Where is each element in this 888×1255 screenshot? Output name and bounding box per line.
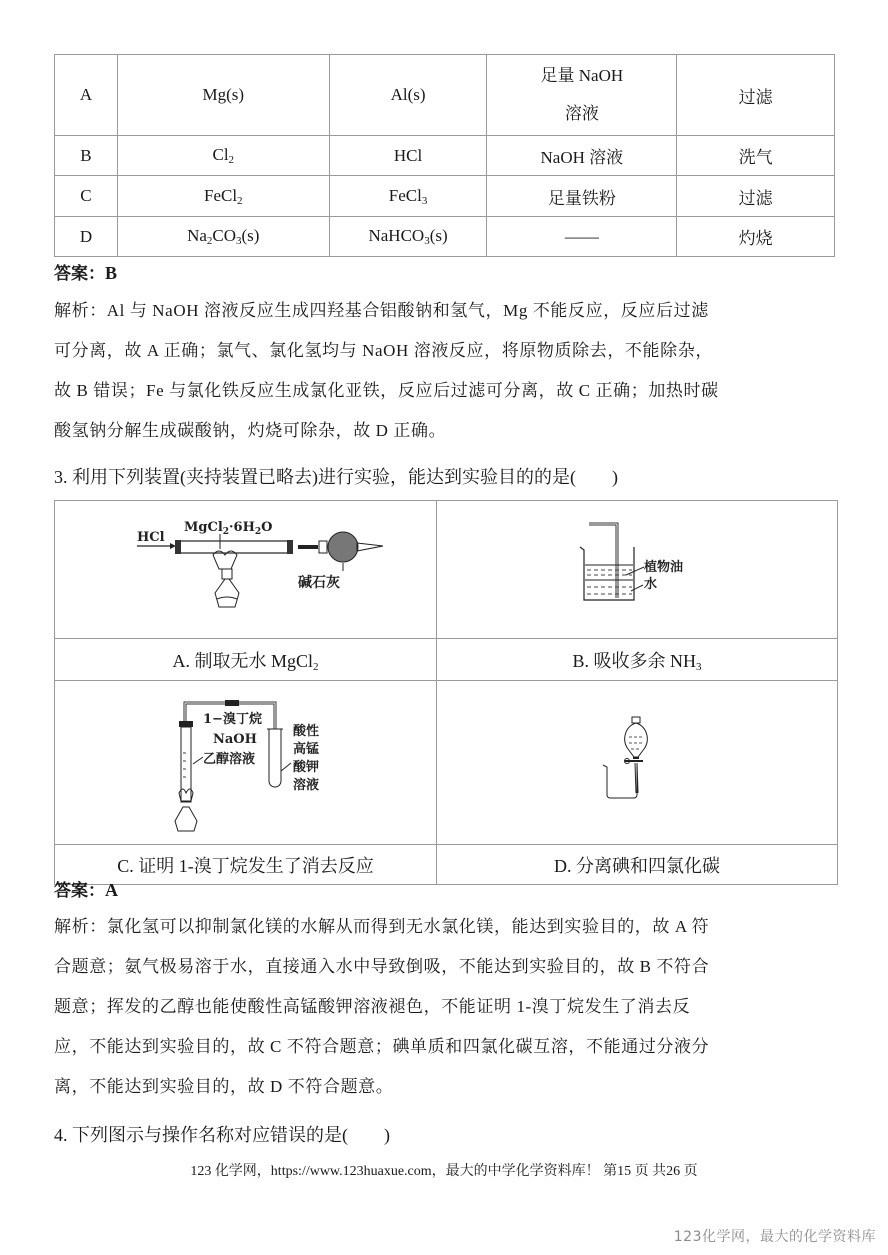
q2-answer [54, 259, 117, 284]
gas-label: HCl [137, 530, 165, 545]
caption-sub: 3 [696, 660, 702, 673]
method-cell: 灼烧 [677, 217, 835, 257]
reagent-line: 足量 NaOH [540, 66, 624, 85]
analysis-line: 酸氢钠分解生成碳酸钠，灼烧可除杂，故 D 正确。 [54, 421, 447, 440]
formula-sub: 2 [228, 154, 235, 166]
table-row [55, 176, 835, 217]
formula-base: Cl [212, 145, 229, 164]
water-label: 水 [644, 577, 658, 592]
separatory-funnel-diagram [437, 681, 837, 839]
q3-question: 3. 利用下列装置(夹持装置已略去)进行实验，能达到实验目的的是( ) [54, 467, 618, 487]
oxidant-label-2: 高锰 [293, 742, 320, 757]
substance-cell [117, 176, 329, 217]
formula-sub: 2 [206, 235, 213, 247]
elimination-diagram [55, 681, 436, 839]
watermark: 123化学网，最大的化学资料库 [673, 1229, 876, 1245]
table-row [55, 217, 835, 257]
answer-label: 答案： [54, 264, 105, 284]
analysis-line: 题意；挥发的乙醇也能使酸性高锰酸钾溶液褪色，不能证明 1-溴丁烷发生了消去反 [54, 997, 691, 1016]
caption-sub: 2 [313, 660, 319, 673]
nh3-absorption-diagram [437, 501, 837, 633]
formula-part: NaHCO [368, 226, 425, 245]
analysis-line: 故 B 错误；Fe 与氯化铁反应生成氯化亚铁，反应后过滤可分离，故 C 正确；加热时碳 [54, 381, 719, 400]
caption-d: D. 分离碘和四氯化碳 [437, 845, 838, 885]
q3-answer [54, 876, 118, 901]
analysis-line: 离，不能达到实验目的，故 D 不符合题意。 [54, 1077, 394, 1096]
caption-b [437, 639, 838, 681]
absorbent-label: 碱石灰 [298, 575, 340, 591]
caption-text: A. 制取无水 MgCl [172, 650, 313, 671]
reagent-label: $MgCl_2\cdot 6H_2O$ [184, 520, 273, 537]
oxidant-label-3: 酸钾 [293, 760, 320, 775]
reagent-table [54, 54, 835, 257]
substance-cell: Mg(s) [117, 55, 329, 136]
reagent-cell: NaOH 溶液 [487, 136, 677, 176]
answer-label: 答案： [54, 881, 105, 901]
formula-base: FeCl [388, 185, 422, 205]
oxidant-label-4: 溶液 [293, 778, 320, 793]
formula-sub: 3 [424, 235, 430, 247]
option-cell: B [55, 136, 118, 176]
analysis-line: 解析：Al 与 NaOH 溶液反应生成四羟基合铝酸钠和氢气，Mg 不能反应，反应后过滤 [54, 301, 709, 320]
impurity-cell [329, 217, 487, 257]
figure-row [55, 681, 838, 845]
page-footer: 123 化学网，https://www.123huaxue.com，最大的中学化学资料库！ 第15 页 共26 页 [190, 1164, 698, 1179]
formula-part: (s) [429, 226, 448, 245]
figure-b [437, 501, 838, 639]
method-cell: 过滤 [677, 176, 835, 217]
answer-value: A [105, 880, 118, 900]
formula-part: Na [187, 226, 207, 245]
reagent-line: 溶液 [564, 104, 599, 123]
formula-base: FeCl [203, 185, 238, 205]
option-cell: C [55, 176, 118, 217]
analysis-line: 解析：氯化氢可以抑制氯化镁的水解从而得到无水氯化镁，能达到实验目的，故 A 符 [54, 917, 710, 936]
reactant-label-3: 乙醇溶液 [203, 752, 256, 767]
formula-sub: 3 [421, 194, 428, 207]
figure-c [55, 681, 437, 845]
caption-a [55, 639, 437, 681]
formula-part: (s) [241, 226, 260, 245]
caption-text: B. 吸收多余 NH [572, 650, 696, 671]
q3-analysis [54, 907, 836, 1107]
analysis-line: 可分离，故 A 正确；氯气、氯化氢均与 NaOH 溶液反应，将原物质除去，不能除杂， [54, 341, 713, 360]
impurity-cell: HCl [329, 136, 487, 176]
option-cell: A [55, 55, 118, 136]
method-cell: 过滤 [677, 55, 835, 136]
reactant-label-2: NaOH [213, 732, 257, 747]
formula-sub: 3 [236, 235, 242, 247]
impurity-cell [329, 176, 487, 217]
caption-row [55, 845, 838, 885]
answer-value: B [105, 263, 118, 283]
formula-sub: 2 [237, 194, 243, 207]
oxidant-label-1: 酸性 [293, 724, 320, 739]
reactant-label-1: 1−溴丁烷 [203, 712, 262, 727]
table-row [55, 136, 835, 176]
apparatus-table [54, 500, 838, 885]
substance-cell [117, 136, 329, 176]
method-cell: 洗气 [677, 136, 835, 176]
q4-question: 4. 下列图示与操作名称对应错误的是( ) [54, 1125, 390, 1145]
figure-row [55, 501, 838, 639]
option-cell: D [55, 217, 118, 257]
figure-d [437, 681, 838, 845]
formula-part: CO [212, 226, 237, 245]
analysis-line: 合题意；氨气极易溶于水，直接通入水中导致倒吸，不能达到实验目的，故 B 不符合 [54, 957, 710, 976]
impurity-cell: Al(s) [329, 55, 487, 136]
table-row [55, 55, 835, 136]
reagent-cell: 足量铁粉 [487, 176, 677, 217]
oil-label: 植物油 [644, 560, 684, 575]
q2-analysis [54, 291, 836, 451]
caption-c: C. 证明 1-溴丁烷发生了消去反应 [55, 845, 437, 885]
caption-row [55, 639, 838, 681]
reagent-cell: —— [487, 217, 677, 257]
analysis-line: 应，不能达到实验目的，故 C 不符合题意；碘单质和四氯化碳互溶，不能通过分液分 [54, 1037, 710, 1056]
figure-a [55, 501, 437, 639]
mgcl2-apparatus-diagram [55, 501, 436, 633]
reagent-cell [487, 55, 677, 136]
substance-cell [117, 217, 329, 257]
